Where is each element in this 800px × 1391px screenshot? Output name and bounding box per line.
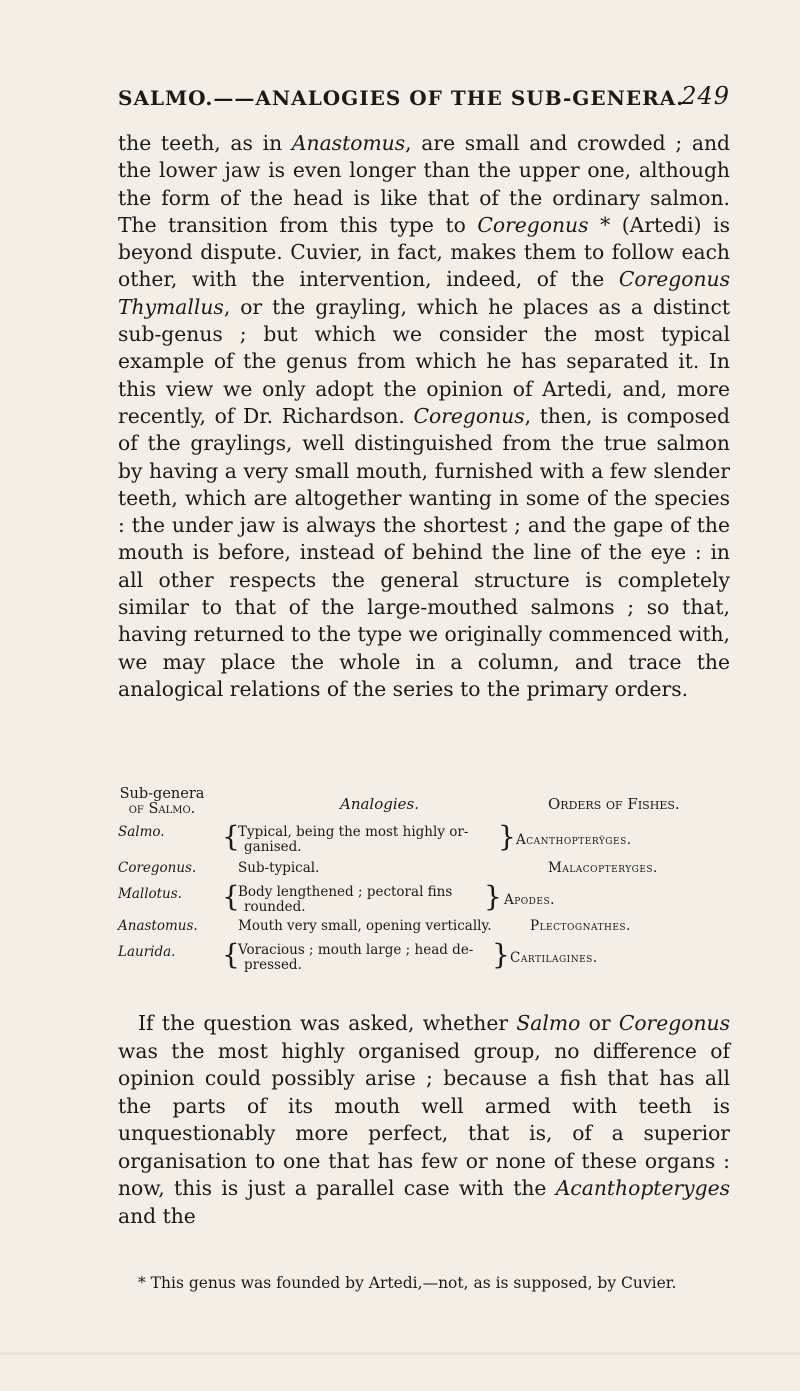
para2-text-3: was the most highly organised group, no difference of opinion could possibly arise ; because a fish that has all the parts of its mouth well armed with teeth is unquestionably more perfect, that is, of a superior organisation to one that has few or none of these organs : now, this is just a parallel case with the	[118, 1038, 730, 1201]
row-analogy-line1: Typical, being the most highly or-	[238, 824, 469, 840]
right-brace: }	[492, 938, 510, 971]
right-brace: }	[498, 820, 516, 853]
row-genus: Mallotus.	[118, 886, 182, 902]
para1-taxon-2: Coregonus	[477, 212, 589, 237]
right-brace: }	[484, 880, 502, 913]
row-genus: Salmo.	[118, 824, 165, 840]
row-analogy	[238, 885, 452, 915]
para2-text-1: If the question was asked, whether	[138, 1011, 517, 1036]
para2-taxon-1: Salmo	[516, 1011, 581, 1036]
row-order: Cartilagines.	[510, 950, 598, 966]
table-row	[118, 917, 758, 937]
row-analogy	[238, 861, 319, 876]
left-brace: {	[222, 938, 240, 971]
analogies-table	[118, 785, 758, 975]
second-paragraph	[118, 990, 730, 1251]
row-analogy	[238, 825, 468, 855]
table-header	[118, 785, 758, 823]
page-edge-shadow	[0, 1352, 800, 1355]
table-row	[118, 820, 758, 859]
para1-text-3: * (Artedi) is beyond dispute. Cuvier, in fact, makes them to follow each other, with the intervention, indeed, of the	[118, 212, 730, 292]
para1-taxon-4: Coregonus	[413, 403, 525, 428]
para2-text-2: or	[580, 1011, 619, 1036]
header-analogies: Analogies.	[340, 795, 420, 813]
para2-text-4: and the	[118, 1203, 196, 1228]
row-analogy-line1: Voracious ; mouth large ; head de-	[238, 942, 474, 958]
left-brace: {	[222, 820, 240, 853]
row-analogy-line1: Body lengthened ; pectoral fins	[238, 884, 453, 900]
row-analogy-line1: Mouth very small, opening vertically.	[238, 918, 492, 934]
row-analogy-line1: Sub-typical.	[238, 860, 320, 876]
running-head-title: SALMO.——ANALOGIES OF THE SUB-GENERA.	[118, 86, 685, 110]
row-analogy-line2: pressed.	[244, 957, 302, 973]
header-subgenera-line2: of Salmo.	[128, 801, 196, 817]
table-row	[118, 937, 758, 975]
para1-text-5: , then, is composed of the graylings, well distinguished from the true salmon by having a very small mouth, furnished with a few slender teeth, which are altogether wanting in some of the species : the under jaw is always the shortest ; and the gape of the mouth is before, instead of behind the line of the eye : in all other respects the general structure is completely similar to that of the large-mouthed salmons ; so that, having returned to the type we originally commenced with, we may place the whole in a column, and trace the analogical relations of the series to the primary orders.	[118, 403, 731, 701]
para1-text-4: , or the grayling, which he places as a distinct sub-genus ; but which we consider the most typical example of the genus from which he has separated it. In this view we only adopt the opinion of Artedi, and, more recently, of Dr. Richardson.	[118, 294, 730, 428]
left-brace: {	[222, 880, 240, 913]
header-orders: Orders of Fishes.	[548, 795, 680, 813]
row-order: Apodes.	[504, 892, 555, 908]
table-row	[118, 859, 758, 879]
row-genus: Laurida.	[118, 944, 176, 960]
footnote: * This genus was founded by Artedi,—not, as is supposed, by Cuvier.	[138, 1274, 677, 1292]
row-analogy	[238, 943, 473, 973]
page-number: 249	[681, 82, 730, 110]
row-order: Malacopteryges.	[548, 860, 658, 876]
row-genus: Coregonus.	[118, 860, 197, 876]
row-analogy-line2: ganised.	[244, 839, 302, 855]
header-subgenera	[118, 787, 206, 817]
row-genus: Anastomus.	[118, 918, 198, 934]
row-analogy	[238, 919, 492, 934]
row-order: Acanthopterÿges.	[516, 832, 632, 848]
table-row	[118, 879, 758, 917]
para1-taxon-3: Coregonus Thymallus	[118, 267, 730, 319]
para1-taxon-1: Anastomus	[291, 131, 406, 155]
para2-taxon-2: Coregonus	[618, 1011, 730, 1036]
para1-text-1: the teeth, as in	[118, 131, 292, 155]
row-analogy-line2: rounded.	[244, 899, 306, 915]
para2-taxon-3: Acanthopteryges	[555, 1176, 730, 1201]
row-order: Plectognathes.	[530, 918, 631, 934]
header-subgenera-line1: Sub-genera	[119, 786, 205, 802]
main-paragraph	[118, 130, 730, 703]
para1-text-2: , are small and crowded ; and the lower jaw is even longer than the upper one, although the form of the head is like that of the ordinary salmon. The transition from this type to	[118, 131, 730, 237]
